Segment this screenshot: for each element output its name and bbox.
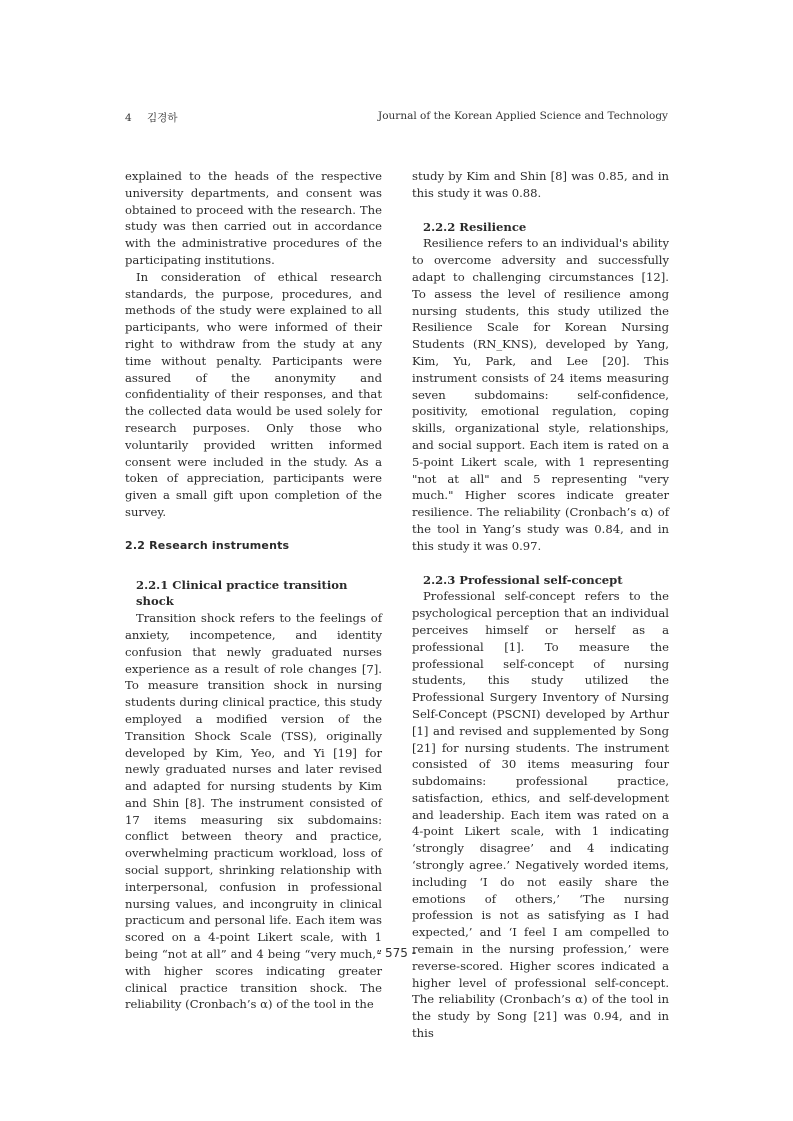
header-left: [125, 110, 189, 125]
paragraph-professional-self-concept: Professional self-concept refers to the psychological perception that an individual perceives himself or herself as a professional [1]. To measure the professional self-concept of nursing students, this study utilized the Professional Surgery Inventory of Nursing Self-Concept (PSCNI) developed by Arthur [1] and revised and supplemented by Song [21] for nursing students. The instrument consisted of 30 items measuring four subdomains: professional practice, satisfaction, ethics, and self-development and leadership. Each item was rated on a 4-point Likert scale, with 1 indicating ‘strongly disagree’ and 4 indicating ‘strongly agree.’ Negatively worded items, including ‘I do not easily share the emotions of others,’ ‘The nursing profession is not as satisfying as I had expected,’ and ‘I feel I am compelled to remain in the nursing profession,’ were reverse-scored. Higher scores indicated a higher level of professional self-concept. The reliability (Cronbach’s α) of the tool in the study by Song [21] was 0.94, and in this: [412, 589, 669, 1041]
subheading-transition-shock: 2.2.1 Clinical practice transition shock: [136, 577, 348, 609]
paragraph-ethics: In consideration of ethical research standards, the purpose, procedures, and methods of the study were explained to all participants, who were informed of their right to withdraw from the study at any time without penalty. Participants were assured of the anonymity and confidentiality of their responses, and that the collected data would be used solely for research purposes. Only those who voluntarily provided written informed consent were included in the study. As a token of appreciation, participants were given a small gift upon completion of the survey.: [125, 269, 382, 519]
subheading-professional-self-concept: 2.2.3 Professional self-concept: [423, 572, 623, 587]
header-page-number: 4: [125, 112, 132, 124]
spacer: [412, 555, 669, 572]
page-footer-number: - 575 -: [376, 946, 417, 960]
header-author: 김경하: [147, 112, 178, 124]
paragraph-resilience: Resilience refers to an individual's ability to overcome adversity and successfully adapt to challenging circumstances [12]. To assess the level of resilience among nursing students, this study utilized the Resilience Scale for Korean Nursing Students (RN_KNS), developed by Yang, Kim, Yu, Park, and Lee [20]. This instrument consists of 24 items measuring seven subdomains: self-confidence, positivity, emotional regulation, coping skills, organizational style, relationships, and social support. Each item is rated on a 5-point Likert scale, with 1 representing "not at all" and 5 representing "very much." Higher scores indicate greater resilience. The reliability (Cronbach’s α) of the tool in Yang’s study was 0.84, and in this study it was 0.97.: [412, 236, 669, 553]
paragraph-reliability-continued: study by Kim and Shin [8] was 0.85, and in this study it was 0.88.: [412, 169, 669, 200]
left-column: [125, 168, 382, 1013]
section-heading-research-instruments: 2.2 Research instruments: [125, 538, 290, 552]
paragraph-transition-shock: Transition shock refers to the feelings of anxiety, incompetence, and identity confusion that newly graduated nurses experience as a result of role changes [7]. To measure transition shock in nursing students during clinical practice, this study employed a modified version of the Transition Shock Scale (TSS), originally developed by Kim, Yeo, and Yi [19] for newly graduated nurses and later revised and adapted for nursing students by Kim and Shin [8]. The instrument consisted of 17 items measuring six subdomains: conflict between theory and practice, overwhelming practicum workload, loss of social support, shrinking relationship with interpersonal, confusion in professional nursing values, and incongruity in clinical practicum and personal life. Each item was scored on a 4-point Likert scale, with 1 being “not at all” and 4 being “very much,” with higher scores indicating greater clinical practice transition shock. The reliability (Cronbach’s α) of the tool in the: [125, 611, 382, 1012]
spacer: [412, 202, 669, 219]
subheading-resilience: 2.2.2 Resilience: [423, 219, 527, 234]
page-header: [125, 110, 668, 128]
right-column: [412, 168, 669, 1042]
header-journal-title: Journal of the Korean Applied Science and Technology: [378, 110, 668, 122]
paragraph-consent-procedure: explained to the heads of the respective university departments, and consent was obtained to proceed with the research. The study was then carried out in accordance with the administrative procedures of the participating institutions.: [125, 169, 382, 267]
